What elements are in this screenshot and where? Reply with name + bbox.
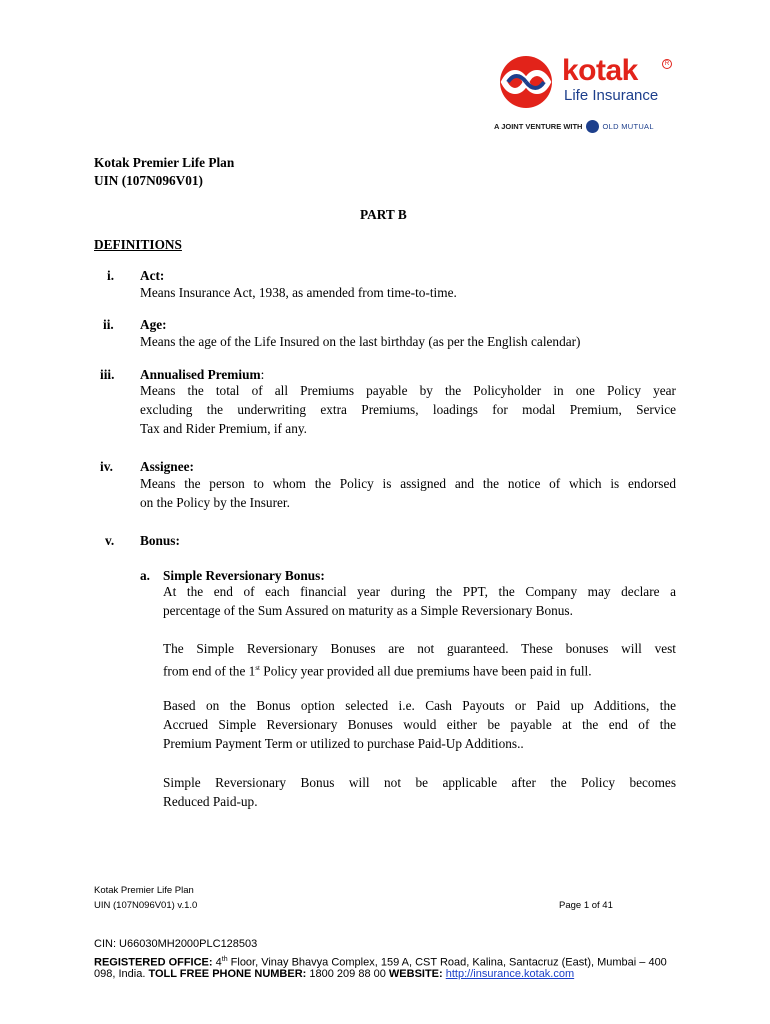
text-part: from end of the 1 [163,663,256,679]
logo-brand: kotak [562,54,638,87]
old-mutual-icon [586,120,599,133]
phone-label: TOLL FREE PHONE NUMBER: [148,968,307,980]
part-title: PART B [360,207,407,222]
text-part: Policy year provided all due premiums have been paid in full. [259,663,592,679]
bonus-paragraph [163,659,592,680]
office-label: REGISTERED OFFICE: [94,956,213,969]
plan-uin: UIN (107N096V01) [94,173,203,188]
definition-number: v. [105,533,115,548]
registered-mark: R [662,59,672,69]
definition-number: ii. [103,317,114,332]
bonus-paragraph: The Simple Reversionary Bonuses are not guaranteed. These bonuses will vest [163,641,676,656]
definition-number: iv. [100,459,113,474]
jv-prefix: A JOINT VENTURE WITH [494,122,583,131]
superscript: th [221,956,228,963]
bonus-paragraph: Reduced Paid-up. [163,794,258,809]
kotak-logo [494,54,679,134]
jv-partner: OLD MUTUAL [602,122,654,131]
plan-name: Kotak Premier Life Plan [94,155,235,170]
definition-term: Annualised Premium [140,367,261,382]
bonus-paragraph: Based on the Bonus option selected i.e. Cash Payouts or Paid up Additions, the [163,698,676,713]
bonus-paragraph: At the end of each financial year during the PPT, the Company may declare a [163,584,676,599]
sub-item-label: a. [140,568,150,583]
cin-number: CIN: U66030MH2000PLC128503 [94,938,258,950]
logo-subtitle: Life Insurance [564,87,659,104]
definition-text: Means the total of all Premiums payable by the Policyholder in one Policy year [140,383,676,398]
definition-number: iii. [100,367,115,382]
kotak-infinity-icon [494,56,558,108]
bonus-paragraph: Accrued Simple Reversionary Bonuses would either be payable at the end of the [163,717,676,732]
office-address: Floor, Vinay Bhavya Complex, 159 A, CST Road, Kalina, Santacruz (East), Mumbai – 400 [227,956,667,969]
definition-term-suffix: : [260,367,265,382]
sub-item-title: Simple Reversionary Bonus: [163,568,325,583]
phone-number: 1800 209 88 00 [306,968,389,980]
contact-line [94,967,574,982]
definition-term: Assignee: [140,459,194,474]
text-part: 098, India. [94,968,149,980]
bonus-paragraph: Premium Payment Term or utilized to purchase Paid-Up Additions.. [163,736,524,751]
definition-term: Bonus: [140,533,180,548]
definition-term: Act: [140,268,165,283]
website-link[interactable]: http://insurance.kotak.com [445,968,575,980]
definition-text: Means the person to whom the Policy is assigned and the notice of which is endorsed [140,476,676,491]
bonus-paragraph: percentage of the Sum Assured on maturity as a Simple Reversionary Bonus. [163,603,573,618]
definition-term: Age: [140,317,167,332]
website-label: WEBSITE: [388,968,443,980]
footer-plan-name: Kotak Premier Life Plan [94,885,194,896]
bonus-paragraph: Simple Reversionary Bonus will not be applicable after the Policy becomes [163,775,676,790]
definition-number: i. [107,268,115,283]
definition-text: Means Insurance Act, 1938, as amended from time-to-time. [140,285,457,300]
section-title: DEFINITIONS [94,237,182,252]
superscript: st [255,664,260,672]
text-part: 4 [212,956,222,969]
definition-text: on the Policy by the Insurer. [140,495,290,510]
definition-text: excluding the underwriting extra Premiums, loadings for modal Premium, Service [140,402,676,417]
joint-venture-line [494,120,654,133]
definition-text: Means the age of the Life Insured on the last birthday (as per the English calendar) [140,334,581,349]
page-number: Page 1 of 41 [559,900,613,911]
footer-uin-version: UIN (107N096V01) v.1.0 [94,900,198,911]
definition-text: Tax and Rider Premium, if any. [140,421,307,436]
